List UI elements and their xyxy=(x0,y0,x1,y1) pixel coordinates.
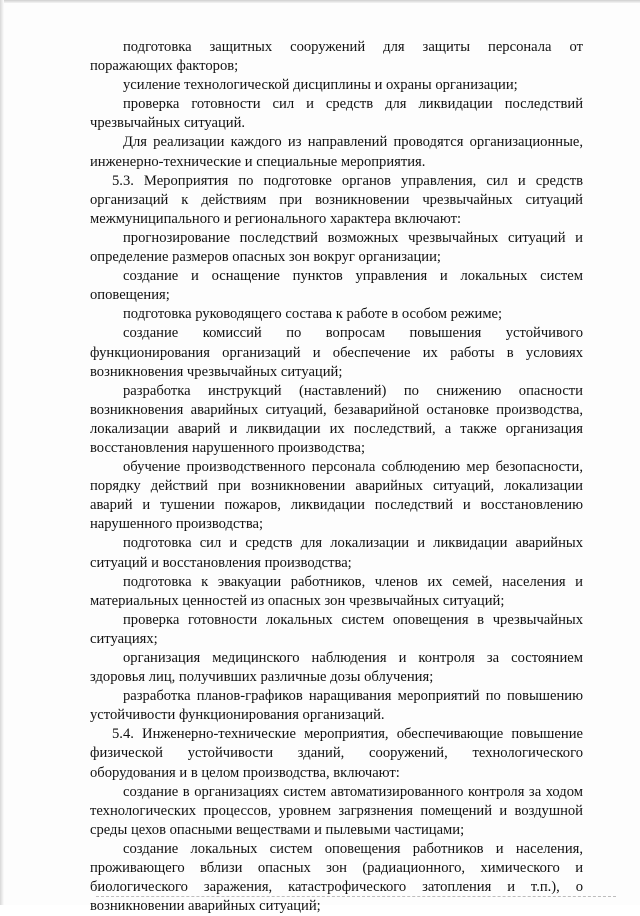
scan-edge xyxy=(0,0,640,3)
paragraph: разработка инструкций (наставлений) по снижению опасности возникновения аварийных ситуаций, безаварийной остановке производства, локализации аварий и ликвидации их последствий, а также организация восстановления нарушенного производства; xyxy=(90,382,583,456)
section-paragraph-5-3: 5.3. Мероприятия по подготовке органов управления, сил и средств организаций к действиям при возникновении чрезвычайных ситуаций межмуниципального и регионального характера включают: xyxy=(90,172,583,227)
paragraph: усиление технологической дисциплины и охраны организации; xyxy=(123,77,518,94)
scan-edge-left xyxy=(0,0,4,905)
section-paragraph-5-4: 5.4. Инженерно-технические мероприятия, обеспечивающие повышение физической устойчивости зданий, сооружений, технологического оборудования и в целом производства, включают: xyxy=(90,726,583,781)
paragraph: создание в организациях систем автоматизированного контроля за ходом технологических процессов, уровнем загрязнения помещений и воздушной среды цехов опасными веществами и пылевыми частицами; xyxy=(90,783,583,838)
paragraph: подготовка защитных сооружений для защиты персонала от поражающих факторов; xyxy=(90,39,583,75)
paragraph: Для реализации каждого из направлений проводятся организационные, инженерно-технические и специальные мероприятия. xyxy=(90,134,583,170)
paragraph: прогнозирование последствий возможных чрезвычайных ситуаций и определение размеров опасных зон вокруг организации; xyxy=(90,229,583,266)
paragraph: подготовка сил и средств для локализации и ликвидации аварийных ситуаций и восстановления производства; xyxy=(90,535,583,571)
paragraph: создание локальных систем оповещения работников и населения, проживающего вблизи опасных зон (радиационного, химического и биологического заражения, катастрофического затопления и т.п.), о возникновении аварийных ситуаций; xyxy=(90,840,583,915)
document-body xyxy=(90,38,583,916)
paragraph: разработка планов-графиков наращивания мероприятий по повышению устойчивости функционирования организаций. xyxy=(90,688,583,724)
paragraph: подготовка руководящего состава к работе в особом режиме; xyxy=(123,306,503,323)
scan-bottom-edge xyxy=(96,896,616,898)
paragraph: подготовка к эвакуации работников, членов их семей, населения и материальных ценностей из опасных зон чрезвычайных ситуаций; xyxy=(90,573,583,609)
paragraph: проверка готовности локальных систем оповещения в чрезвычайных ситуациях; xyxy=(90,611,583,647)
paragraph: проверка готовности сил и средств для ликвидации последствий чрезвычайных ситуаций. xyxy=(90,96,583,132)
paragraph: организация медицинского наблюдения и контроля за состоянием здоровья лиц, получивших различные дозы облучения; xyxy=(90,650,583,686)
paragraph: обучение производственного персонала соблюдению мер безопасности, порядку действий при возникновении аварийных ситуаций, локализации аварий и тушении пожаров, ликвидации последствий и восстановлению нарушенного производства; xyxy=(90,459,583,533)
paragraph: создание и оснащение пунктов управления и локальных систем оповещения; xyxy=(90,268,583,304)
paragraph: создание комиссий по вопросам повышения устойчивого функционирования организаций и обеспечение их работы в условиях возникновения чрезвычайных ситуаций; xyxy=(90,325,583,380)
